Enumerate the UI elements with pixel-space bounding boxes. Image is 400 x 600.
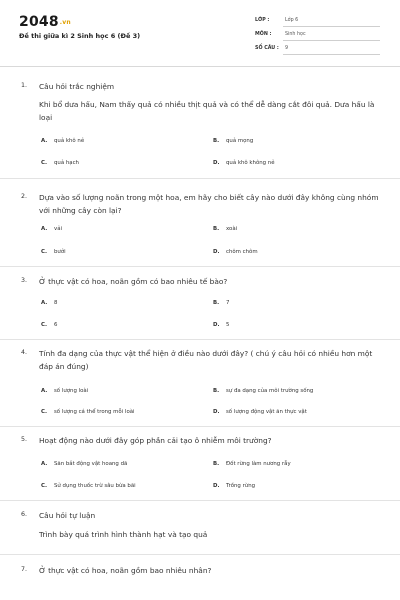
- question-2-text: Dựa vào số lượng noãn trong một hoa, em hãy cho biết cây nào dưới đây không cùng nhóm với những cây còn lại?: [39, 193, 379, 215]
- option-b[interactable]: B. 7: [213, 300, 230, 306]
- question-number: 4.: [21, 349, 28, 356]
- question-number: 7.: [21, 566, 28, 573]
- option-a[interactable]: A. 8: [41, 300, 58, 306]
- logo-main: 2048: [19, 14, 59, 30]
- question-divider: [0, 426, 400, 427]
- option-c[interactable]: C. bưởi: [41, 249, 66, 255]
- question-6-text: Trình bày quá trình hình thành hạt và tạo quả: [39, 530, 208, 539]
- meta-class-label: LỚP :: [255, 18, 270, 23]
- option-a[interactable]: A. số lượng loài: [41, 388, 89, 394]
- question-3-text: Ở thực vật có hoa, noãn gồm có bao nhiêu tế bào?: [39, 277, 228, 286]
- question-1-text: Khi bổ dưa hấu, Nam thấy quả có nhiều thịt quả và có thể dễ dàng cắt đôi quả. Dưa hấu là loại: [39, 100, 375, 122]
- question-divider: [0, 500, 400, 501]
- exam-title: Đề thi giữa kì 2 Sinh học 6 (Đề 3): [19, 32, 141, 40]
- question-divider: [0, 339, 400, 340]
- option-b[interactable]: B. Đốt rừng làm nương rẫy: [213, 461, 291, 467]
- question-number: 6.: [21, 511, 28, 518]
- header-divider: [0, 66, 400, 67]
- meta-line: [283, 54, 380, 55]
- option-a[interactable]: A. vải: [41, 226, 62, 232]
- option-d[interactable]: D. Trồng rừng: [213, 483, 256, 489]
- option-d[interactable]: D. số lượng động vật ăn thực vật: [213, 409, 307, 415]
- option-c[interactable]: C. Sử dụng thuốc trừ sâu bừa bãi: [41, 483, 136, 489]
- meta-count-value: 9: [285, 46, 289, 51]
- question-number: 1.: [21, 82, 28, 89]
- option-a[interactable]: A. Săn bắt động vật hoang dã: [41, 461, 128, 467]
- section-title: Câu hỏi tự luận: [39, 511, 96, 520]
- option-c[interactable]: C. quả hạch: [41, 160, 79, 166]
- exam-header: [0, 0, 400, 62]
- option-c[interactable]: C. 6: [41, 322, 58, 328]
- option-d[interactable]: D. 5: [213, 322, 230, 328]
- meta-count-label: SỐ CÂU :: [255, 46, 279, 51]
- option-d[interactable]: D. quả khô không nẻ: [213, 160, 275, 166]
- meta-line: [283, 26, 380, 27]
- question-4-text: Tính đa dạng của thực vật thể hiện ở điều nào dưới đây? ( chú ý câu hỏi có nhiều hơn một đáp án đúng): [39, 349, 373, 371]
- option-a[interactable]: A. quả khô nẻ: [41, 138, 85, 144]
- question-number: 2.: [21, 193, 28, 200]
- question-7-text: Ở thực vật có hoa, noãn gồm bao nhiêu nhân?: [39, 566, 212, 575]
- question-number: 3.: [21, 277, 28, 284]
- option-b[interactable]: B. xoài: [213, 226, 238, 232]
- question-number: 5.: [21, 436, 28, 443]
- option-b[interactable]: B. sự đa dạng của môi trường sống: [213, 388, 314, 394]
- question-divider: [0, 554, 400, 555]
- meta-line: [283, 40, 380, 41]
- question-divider: [0, 178, 400, 179]
- question-5-text: Hoạt động nào dưới đây góp phần cải tạo ô nhiễm môi trường?: [39, 436, 272, 445]
- question-divider: [0, 266, 400, 267]
- option-b[interactable]: B. quả mọng: [213, 138, 254, 144]
- logo-suffix: .vn: [59, 19, 71, 26]
- meta-subject-value: Sinh học: [285, 32, 306, 37]
- meta-subject-label: MÔN :: [255, 32, 272, 37]
- option-d[interactable]: D. chôm chôm: [213, 249, 258, 255]
- site-logo[interactable]: [19, 14, 71, 30]
- section-title: Câu hỏi trắc nghiệm: [39, 82, 115, 91]
- meta-class-value: Lớp 6: [285, 18, 299, 23]
- option-c[interactable]: C. số lượng cá thể trong mỗi loài: [41, 409, 135, 415]
